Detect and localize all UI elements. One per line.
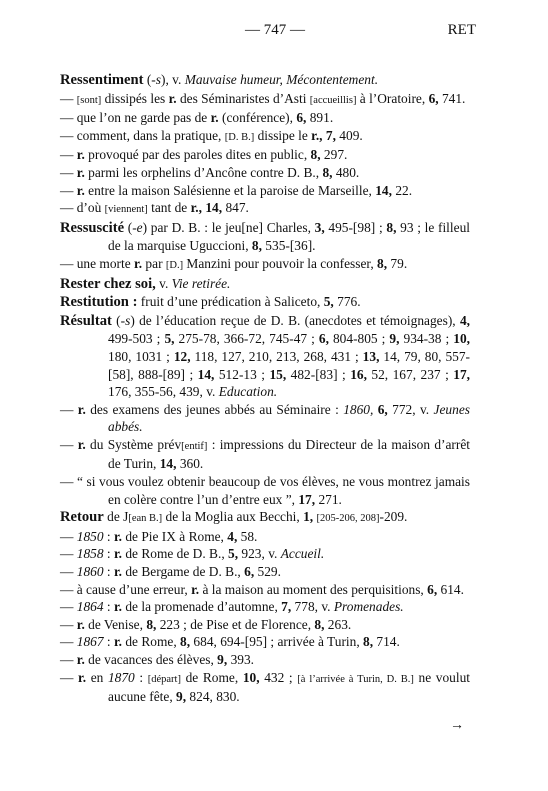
entry-text: 480. xyxy=(332,164,360,180)
entry-text: de Rome, xyxy=(180,669,243,685)
entry-text: provoqué par des paroles dites en public, xyxy=(84,147,311,163)
entry-text: 482-[83] ; xyxy=(286,366,351,382)
index-entry xyxy=(60,164,470,182)
entry-text: 12, xyxy=(173,348,191,364)
entry-text: 684, 694-[95] ; arrivée à Turin, xyxy=(190,634,364,650)
entry-text: : xyxy=(103,564,114,580)
entry-text: 1864 xyxy=(76,599,104,615)
running-header-key: RET xyxy=(447,22,476,38)
entry-text: 8, xyxy=(363,634,374,650)
entry-text: — xyxy=(60,652,77,667)
entry-text: — xyxy=(60,528,77,544)
entry-text: 512-13 ; xyxy=(214,366,270,382)
entry-text: — une morte xyxy=(60,255,135,271)
entry-text: (conférence), xyxy=(218,110,297,126)
headword: Résultat xyxy=(60,312,112,329)
entry-text: r. xyxy=(77,401,86,417)
headword: Retour xyxy=(60,509,104,526)
entry-text: 8, xyxy=(310,147,321,163)
entry-text: r. xyxy=(113,564,123,580)
entry-text: — xyxy=(60,546,77,562)
entry-text: 1860, xyxy=(343,401,374,417)
entry-text: -209. xyxy=(379,509,408,525)
entry-text: [à l’arrivée à Turin, D. B.] xyxy=(297,673,414,685)
entry-text: par xyxy=(142,255,166,271)
entry-text: 17, xyxy=(298,491,316,507)
headword: Restitution : xyxy=(60,294,138,311)
entry-text: 10, xyxy=(453,331,470,347)
headword: Ressentiment xyxy=(60,72,144,88)
entry-text: 58. xyxy=(237,528,258,544)
entry-text: 10, xyxy=(242,669,260,685)
entry-text: — comment, dans la pratique, xyxy=(60,127,225,143)
entry-text: 3, xyxy=(314,219,325,235)
entry-text: — xyxy=(60,564,77,580)
entry-text: — xyxy=(60,634,77,650)
entry-text: 1850 xyxy=(76,528,104,544)
entry-text: 14, 79, 80, 557-[58], 888-[89] ; xyxy=(108,348,470,382)
entry-text: r. xyxy=(113,528,123,544)
entry-text: — xyxy=(60,436,78,452)
entry-text: 8, xyxy=(322,164,333,180)
entry-text: 934-38 ; xyxy=(399,331,454,347)
headword: Ressuscité xyxy=(60,219,125,236)
entry-text: dissipe le xyxy=(254,127,312,143)
entry-text: 529. xyxy=(254,564,281,580)
entry-text: 8, xyxy=(314,616,325,632)
entry-text: [D. B.] xyxy=(224,131,255,143)
entry-text: — à cause d’une erreur, xyxy=(60,581,192,597)
index-entry xyxy=(60,669,470,706)
entry-text: 4, xyxy=(227,528,238,544)
entry-text: 847. xyxy=(222,200,249,216)
entry-text: [viennent] xyxy=(104,204,148,216)
entry-text: 772, v. xyxy=(387,401,434,417)
entry-text: 804-805 ; xyxy=(328,331,390,347)
entry-text: des examens des jeunes abbés au Séminaire : xyxy=(85,401,344,417)
entry-text: tant de xyxy=(147,200,191,216)
continued-arrow: → xyxy=(450,718,464,733)
entry-text: du Système prév xyxy=(85,436,182,452)
entry-text: 6, xyxy=(427,581,438,597)
entry-text: 495-[98] ; xyxy=(324,219,387,235)
entry-text: r. xyxy=(134,255,143,271)
entry-text: — xyxy=(60,401,78,417)
entry-text: : xyxy=(103,528,114,544)
entry-text: r. xyxy=(210,110,219,126)
entry-text: r. xyxy=(113,546,123,562)
entry-text: — xyxy=(60,616,77,632)
entry-text: — “ si vous voulez obtenir beaucoup de vos élèves, ne vous montrez jamais en colère contre l’un d’entre eux ”, xyxy=(60,474,470,507)
entry-text: 4, xyxy=(459,312,470,328)
entry-text: 14, xyxy=(205,200,223,216)
entry-text: r. xyxy=(168,90,177,106)
entry-text: r. xyxy=(113,634,123,650)
entry-text: r. xyxy=(78,669,87,685)
entry-text: 9, xyxy=(217,652,228,667)
entry-text: Jeunes abbés. xyxy=(108,401,470,435)
entry-text: 776. xyxy=(333,294,361,310)
entry-text: [départ] xyxy=(147,673,181,685)
entry-text: de Bergame de D. B., xyxy=(122,564,245,580)
entry-text: en xyxy=(86,669,108,685)
entry-text: — xyxy=(60,599,77,615)
entry-text: 6, xyxy=(296,110,307,126)
index-entry xyxy=(60,90,470,110)
entry-text: 5, xyxy=(228,546,239,562)
entry-text: r., xyxy=(190,200,202,216)
entry-text: Promenades. xyxy=(333,599,404,615)
entry-text: 393. xyxy=(227,652,254,667)
entry-text: 6, xyxy=(377,401,388,417)
entry-text: 8, xyxy=(377,255,388,271)
entry-text: 13, xyxy=(362,348,380,364)
entry-text: 8, xyxy=(386,219,397,235)
entry-text: 409. xyxy=(335,127,363,143)
entry-text: 9, xyxy=(176,689,187,705)
entry-text: 614. xyxy=(437,581,464,597)
entry-text: — que l’on ne garde pas de xyxy=(60,110,211,126)
entry-text: 93 ; le filleul de la marquise Uguccioni, xyxy=(108,219,470,254)
entry-text: [sont] xyxy=(76,94,102,106)
entry-text: parmi les orphelins d’Ancône contre D. B., xyxy=(84,164,323,180)
entry-text: 297. xyxy=(320,147,348,163)
entry-text: 1867 xyxy=(76,634,104,650)
entry-text: Accueil. xyxy=(280,546,325,562)
entry-text: de la promenade d’automne, xyxy=(122,599,282,615)
index-entry xyxy=(60,616,470,634)
entry-text: Mauvaise humeur, Mécontentement. xyxy=(184,72,379,87)
entry-text: 275-78, 366-72, 745-47 ; xyxy=(174,331,319,347)
entry-text: 180, 1031 ; xyxy=(108,348,174,364)
index-entry xyxy=(60,275,470,294)
entry-text: [entif] xyxy=(181,440,208,452)
entry-text: de Pie IX à Rome, xyxy=(122,528,228,544)
entry-text: r. xyxy=(191,581,200,597)
entry-text: r., xyxy=(311,127,323,143)
index-entry xyxy=(60,219,470,255)
entry-text: (- xyxy=(124,219,137,235)
entry-text: 1860 xyxy=(76,564,104,580)
index-entry xyxy=(60,401,470,436)
index-entry xyxy=(60,255,470,275)
index-entry xyxy=(60,633,470,651)
index-entry xyxy=(60,508,470,528)
entry-text: r. xyxy=(76,182,85,198)
entry-text: ) par D. B. : le jeu[ne] Charles, xyxy=(142,219,315,235)
entry-text: 8, xyxy=(180,634,191,650)
entry-text: fruit d’une prédication à Saliceto, xyxy=(137,294,324,310)
entry-text: [205-206, 208] xyxy=(316,513,380,525)
entry-text: (- xyxy=(143,72,156,87)
entry-text: [accueillis] xyxy=(309,94,357,106)
index-entry xyxy=(60,563,470,581)
entry-text: de Venise, xyxy=(84,616,147,632)
index-entry xyxy=(60,71,470,90)
entry-text: 8, xyxy=(146,616,157,632)
index-entry xyxy=(60,528,470,546)
entry-text: 7, xyxy=(281,599,292,615)
entry-text: 1, xyxy=(303,509,314,525)
entry-text: ), v. xyxy=(161,72,185,87)
index-entry xyxy=(60,127,470,147)
entry-text: 1858 xyxy=(76,546,104,562)
entry-text: de Rome, xyxy=(122,634,181,650)
index-entries xyxy=(60,71,470,706)
entry-text: 15, xyxy=(269,366,287,382)
entry-text: v. xyxy=(155,275,172,291)
entry-text: r. xyxy=(76,164,85,180)
index-entry xyxy=(60,545,470,563)
entry-text: 499-503 ; xyxy=(108,331,165,347)
entry-text: ne voulut aucune fête, xyxy=(108,669,470,705)
entry-text: 7, xyxy=(325,127,336,143)
entry-text: dissipés les xyxy=(101,90,169,106)
entry-text: — d’où xyxy=(60,200,105,216)
entry-text: 6, xyxy=(428,90,439,106)
entry-text: 714. xyxy=(373,634,400,650)
index-entry xyxy=(60,581,470,599)
entry-text: : xyxy=(103,634,114,650)
entry-text: : impressions du Directeur de la maison d’arrêt de Turin, xyxy=(108,436,471,472)
entry-text: : xyxy=(134,669,148,685)
index-entry xyxy=(60,651,470,669)
entry-text: 14, xyxy=(197,366,215,382)
entry-text: [ean B.] xyxy=(128,513,163,525)
entry-text: 535-[36]. xyxy=(261,238,316,254)
entry-text: : xyxy=(103,546,114,562)
entry-text: — xyxy=(60,182,77,198)
entry-text: 741. xyxy=(438,90,466,106)
entry-text: à la maison au moment des perquisitions, xyxy=(199,581,428,597)
index-entry xyxy=(60,293,470,312)
entry-text: s xyxy=(155,72,161,87)
index-entry xyxy=(60,109,470,127)
entry-text: r. xyxy=(76,616,85,632)
entry-text: 271. xyxy=(315,491,342,507)
entry-text: 9, xyxy=(389,331,400,347)
entry-text: Education. xyxy=(218,384,278,400)
entry-text: r. xyxy=(76,652,85,667)
entry-text: entre la maison Salésienne et la paroise de Marseille, xyxy=(84,182,376,198)
entry-text: 14, xyxy=(375,182,392,198)
entry-text: — xyxy=(60,147,77,163)
index-entry xyxy=(60,473,470,508)
entry-text: 176, 355-56, 439, v. xyxy=(108,384,219,400)
entry-text: 1870 xyxy=(107,669,135,685)
index-entry xyxy=(60,598,470,616)
entry-text: s xyxy=(125,312,131,328)
entry-text: 5, xyxy=(323,294,334,310)
index-entry xyxy=(60,199,470,219)
index-entry xyxy=(60,182,470,200)
entry-text: des Séminaristes d’Asti xyxy=(176,90,310,106)
entry-text: 891. xyxy=(306,110,334,126)
entry-text: r. xyxy=(77,436,86,452)
entry-text: 824, 830. xyxy=(186,689,240,705)
entry-text: 263. xyxy=(324,616,352,632)
entry-text: : xyxy=(103,599,114,615)
entry-text: [D.] xyxy=(165,259,184,271)
entry-text: 52, 167, 237 ; xyxy=(366,366,454,382)
entry-text: 16, xyxy=(350,366,367,382)
entry-text: Vie retirée. xyxy=(171,275,231,291)
entry-text: 432 ; xyxy=(259,669,298,685)
entry-text: 118, 127, 210, 213, 268, 431 ; xyxy=(190,348,363,364)
entry-text: 79. xyxy=(387,255,408,271)
entry-text: à l’Oratoire, xyxy=(356,90,429,106)
entry-text: de la Moglia aux Becchi, xyxy=(162,509,304,525)
entry-text: 14, xyxy=(159,456,177,472)
entry-text: 5, xyxy=(164,331,175,347)
entry-text: 923, v. xyxy=(238,546,281,562)
entry-text: (- xyxy=(111,312,126,328)
entry-text: — xyxy=(60,669,79,685)
entry-text: — xyxy=(60,90,77,106)
entry-text: de Rome de D. B., xyxy=(122,546,229,562)
entry-text: 6, xyxy=(244,564,255,580)
entry-text: 8, xyxy=(251,238,262,254)
entry-text: de vacances des élèves, xyxy=(84,652,218,667)
entry-text: r. xyxy=(76,147,85,163)
entry-text: 360. xyxy=(176,456,204,472)
page-number: — 747 — xyxy=(245,22,305,38)
entry-text: Manzini pour pouvoir la confesser, xyxy=(183,255,378,271)
index-entry xyxy=(60,436,470,473)
index-entry xyxy=(60,146,470,164)
entry-text: r. xyxy=(113,599,123,615)
headword: Rester chez soi, xyxy=(60,275,156,292)
entry-text: 6, xyxy=(318,331,329,347)
entry-text: 17, xyxy=(453,366,471,382)
entry-text: ) de l’éducation reçue de D. B. (anecdotes et témoignages), xyxy=(130,312,460,328)
entry-text: e xyxy=(136,219,143,235)
entry-text: — xyxy=(60,164,77,180)
entry-text: 22. xyxy=(391,182,413,198)
index-entry xyxy=(60,312,470,401)
entry-text: de J xyxy=(103,509,129,525)
entry-text: 778, v. xyxy=(291,599,334,615)
entry-text: 223 ; de Pise et de Florence, xyxy=(156,616,315,632)
